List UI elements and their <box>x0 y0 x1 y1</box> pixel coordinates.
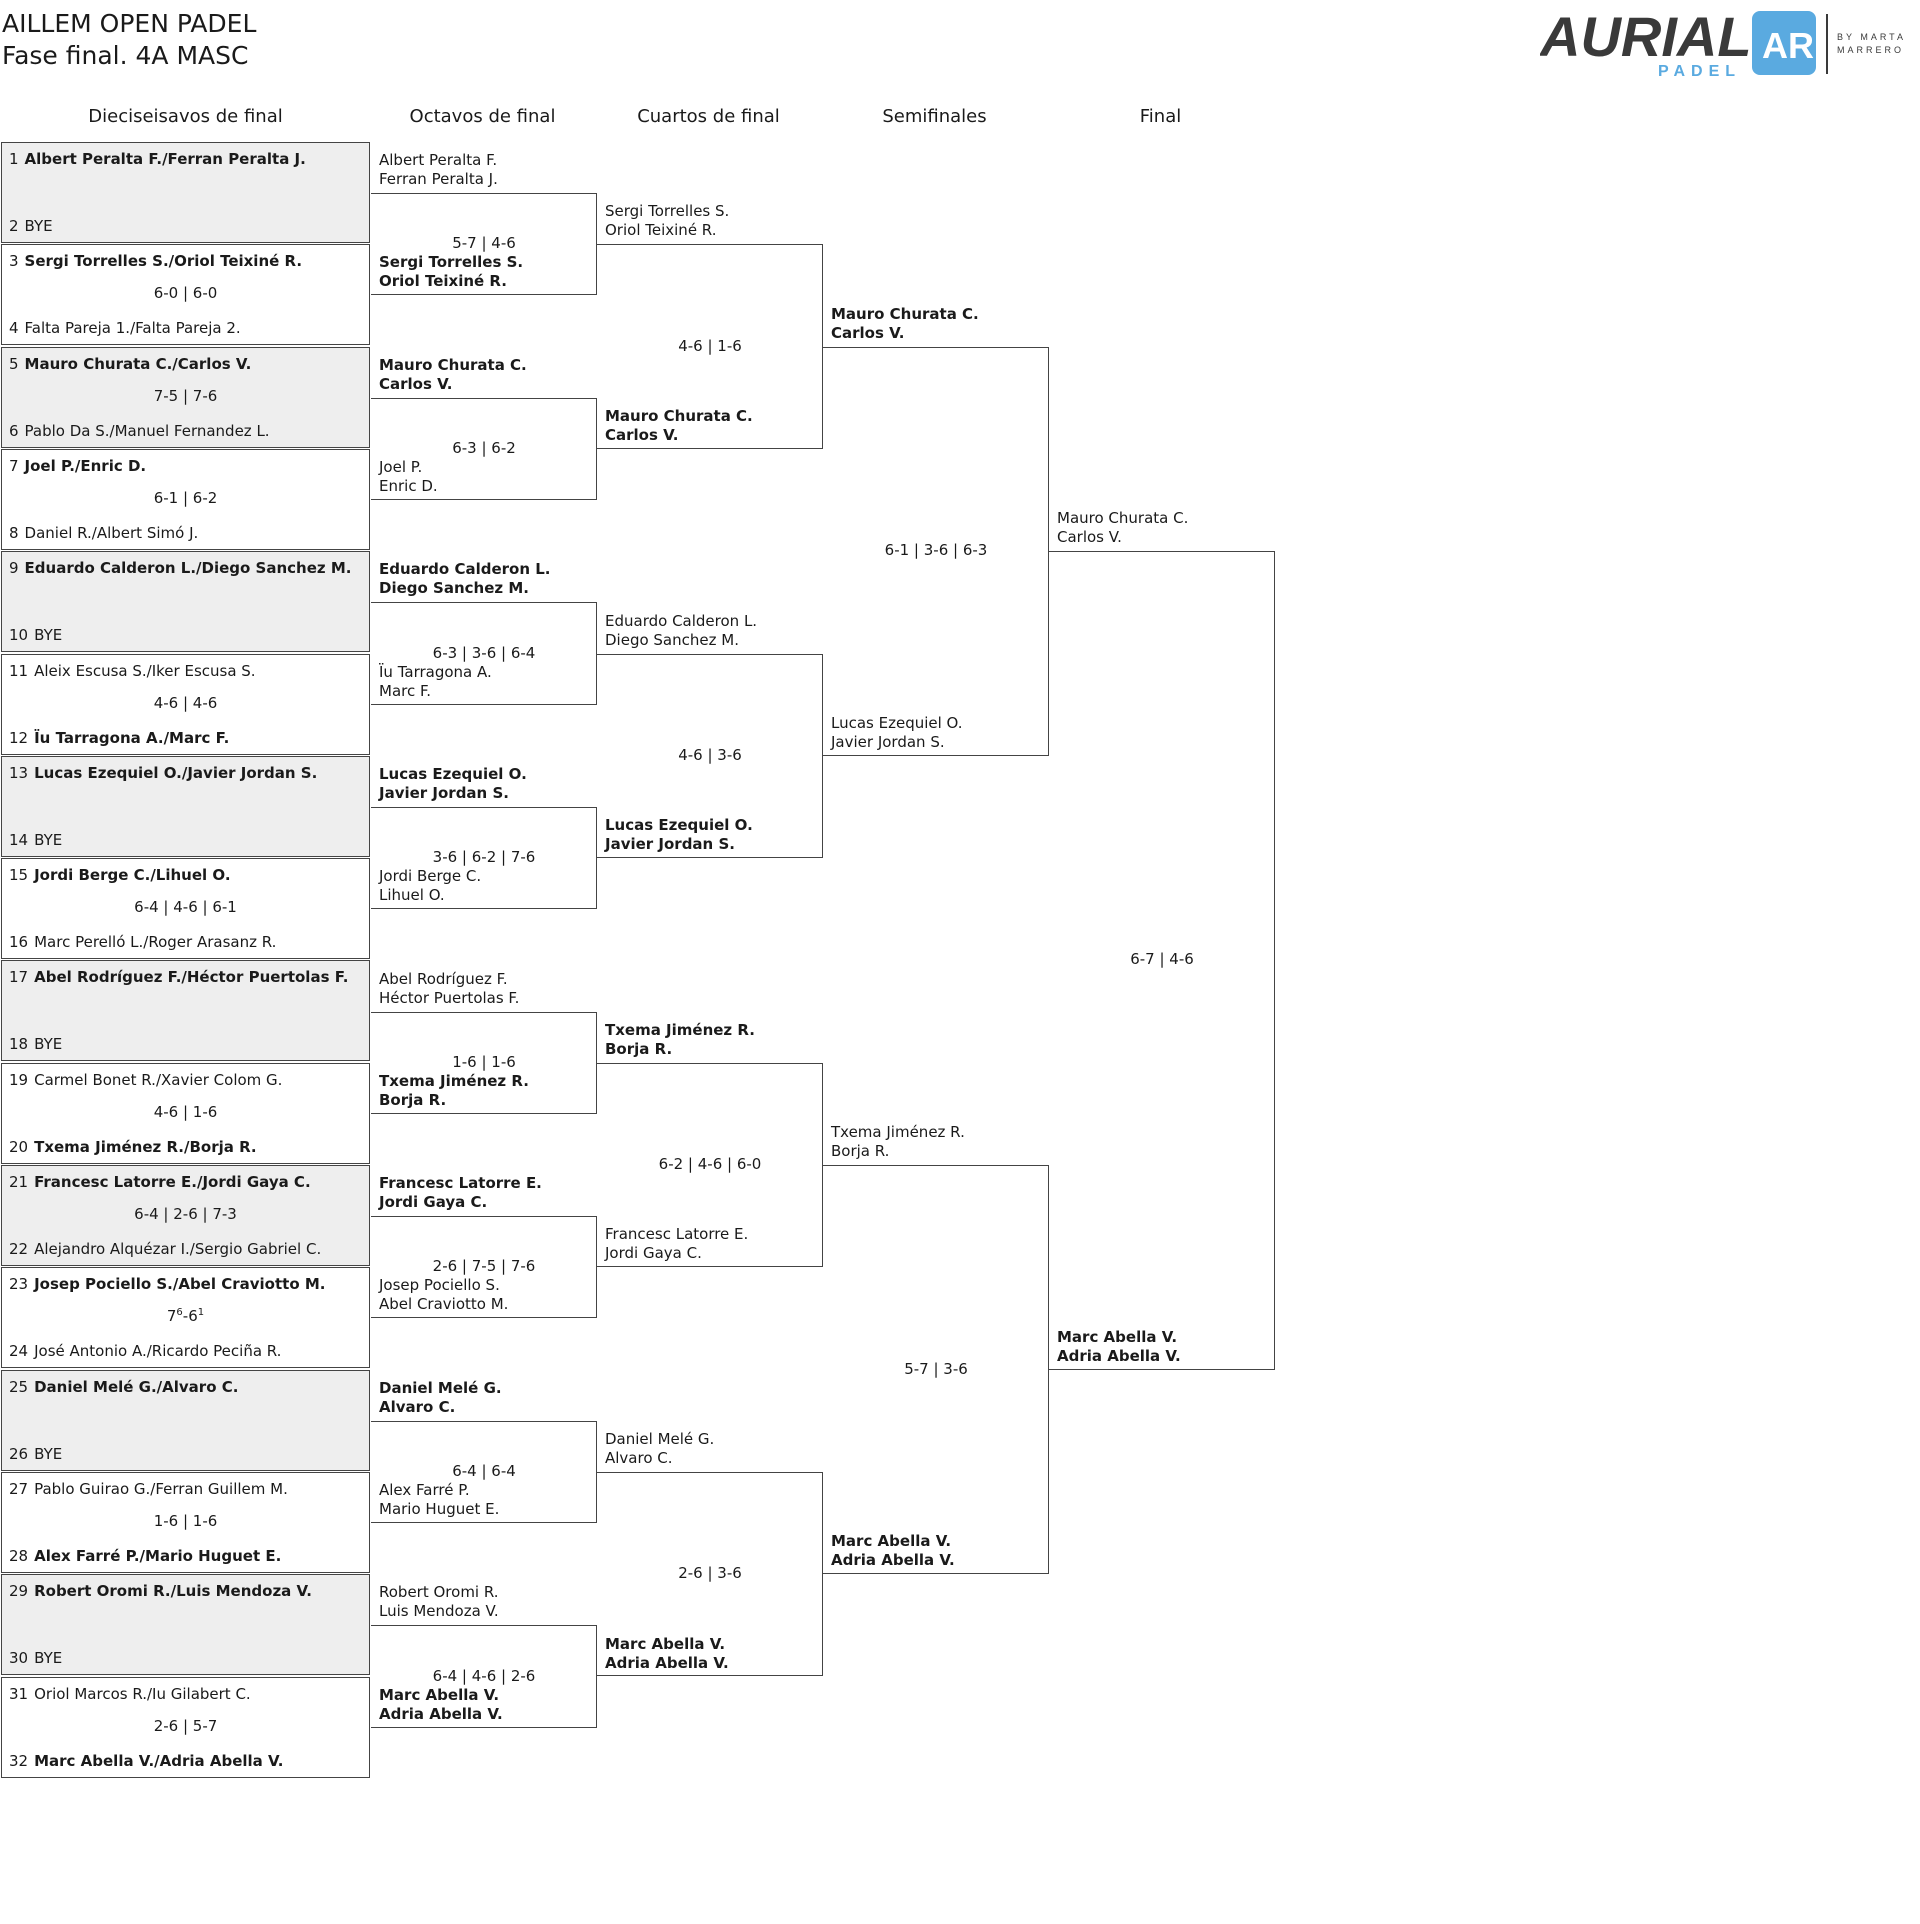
column-header-sf: Semifinales <box>882 106 987 127</box>
qf-team-line1: Francesc Latorre E. <box>605 1225 749 1244</box>
qf-team-line1: Mauro Churata C. <box>605 406 753 425</box>
r16-team-line2: Enric D. <box>379 477 438 496</box>
qf-team-line2: Carlos V. <box>605 425 679 444</box>
r32-match <box>1 1165 370 1266</box>
qf-team-line2: Javier Jordan S. <box>605 835 735 854</box>
r16-team-line1: Abel Rodríguez F. <box>379 969 508 988</box>
seed-number: 24 <box>9 1342 29 1361</box>
r32-team <box>9 764 317 782</box>
qf-team-line2: Oriol Teixiné R. <box>605 221 717 240</box>
r16-team-line1: Josep Pociello S. <box>379 1276 500 1295</box>
r32-match <box>1 244 370 345</box>
r32-match <box>1 347 370 448</box>
r32-team <box>9 1649 62 1667</box>
team-name: Oriol Marcos R./Iu Gilabert C. <box>34 1684 251 1703</box>
r32-team <box>9 866 231 884</box>
team-name: Robert Oromi R./Luis Mendoza V. <box>34 1582 312 1601</box>
r32-team <box>9 252 302 270</box>
sf-team-line2: Carlos V. <box>831 323 905 342</box>
sf-match-score: 6-1 | 3-6 | 6-3 <box>884 541 988 560</box>
qf-match-score: 2-6 | 3-6 <box>678 1564 742 1583</box>
qf-match-score: 6-2 | 4-6 | 6-0 <box>658 1155 762 1173</box>
r16-match-score: 1-6 | 1-6 <box>452 1052 516 1071</box>
seed-number: 29 <box>9 1582 29 1601</box>
r32-match <box>1 960 370 1061</box>
r32-match <box>1 142 370 243</box>
team-name: Josep Pociello S./Abel Craviotto M. <box>34 1275 326 1294</box>
team-name: Falta Pareja 1./Falta Pareja 2. <box>24 319 241 338</box>
seed-number: 27 <box>9 1479 29 1498</box>
r16-match-score: 6-4 | 4-6 | 2-6 <box>432 1666 536 1685</box>
team-name: BYE <box>24 217 53 235</box>
r32-team <box>9 662 256 680</box>
r32-match <box>1 1574 370 1675</box>
r32-team <box>9 1240 321 1258</box>
seed-number: 22 <box>9 1240 29 1258</box>
team-name: Alejandro Alquézar I./Sergio Gabriel C. <box>34 1240 322 1258</box>
r16-team-line2: Borja R. <box>379 1090 447 1109</box>
sf-team-line2: Javier Jordan S. <box>831 732 945 751</box>
logo-sub-text: PADEL <box>1658 63 1742 78</box>
seed-number: 15 <box>9 866 29 885</box>
column-header-r32: Dieciseisavos de final <box>88 106 283 127</box>
r16-team-line1: Eduardo Calderon L. <box>379 560 551 579</box>
match-score: 1-6 | 1-6 <box>153 1511 218 1530</box>
team-name: Joel P./Enric D. <box>24 456 147 475</box>
r16-team-line2: Alvaro C. <box>379 1397 456 1416</box>
team-name: Eduardo Calderon L./Diego Sanchez M. <box>24 559 352 578</box>
r32-match <box>1 1267 370 1368</box>
r32-team <box>9 1445 62 1463</box>
seed-number: 26 <box>9 1444 29 1463</box>
match-score: 6-4 | 4-6 | 6-1 <box>134 898 237 917</box>
seed-number: 8 <box>9 523 19 542</box>
qf-team-line1: Marc Abella V. <box>605 1634 726 1653</box>
team-name: Abel Rodríguez F./Héctor Puertolas F. <box>34 968 349 987</box>
r16-team-line2: Diego Sanchez M. <box>379 579 529 598</box>
r32-team <box>9 626 62 644</box>
seed-number: 11 <box>9 661 29 680</box>
qf-team-line2: Diego Sanchez M. <box>605 630 739 649</box>
team-name: BYE <box>34 830 63 849</box>
r32-team <box>9 1342 281 1360</box>
r32-match <box>1 756 370 857</box>
seed-number: 20 <box>9 1137 29 1156</box>
score-tiebreak: 6 <box>176 1307 183 1319</box>
r32-match <box>1 449 370 550</box>
team-name: Pablo Da S./Manuel Fernandez L. <box>24 421 270 440</box>
match-score <box>2 1307 369 1325</box>
r16-team-line1: Francesc Latorre E. <box>379 1174 542 1193</box>
team-name: Carmel Bonet R./Xavier Colom G. <box>34 1070 283 1089</box>
r32-team <box>9 1378 238 1396</box>
r16-team-line2: Luis Mendoza V. <box>379 1602 499 1621</box>
r32-team <box>9 1035 62 1053</box>
r16-match-score: 5-7 | 4-6 <box>452 234 516 253</box>
team-name: Francesc Latorre E./Jordi Gaya C. <box>34 1173 311 1191</box>
r32-team <box>9 1138 257 1156</box>
r16-team-line1: Sergi Torrelles S. <box>379 253 524 272</box>
r16-team-line1: Mauro Churata C. <box>379 355 527 374</box>
final-team-line1: Mauro Churata C. <box>1057 509 1189 528</box>
r32-match <box>1 1472 370 1573</box>
qf-team-line2: Adria Abella V. <box>605 1653 729 1672</box>
sf-team-line1: Mauro Churata C. <box>831 304 979 323</box>
r32-team <box>9 729 229 747</box>
r16-team-line1: Marc Abella V. <box>379 1685 500 1704</box>
r16-team-line2: Abel Craviotto M. <box>379 1295 509 1314</box>
team-name: Pablo Guirao G./Ferran Guillem M. <box>34 1479 288 1498</box>
team-name: Daniel R./Albert Simó J. <box>24 523 199 542</box>
team-name: Aleix Escusa S./Iker Escusa S. <box>34 661 256 680</box>
r32-team <box>9 559 351 577</box>
column-header-r16: Octavos de final <box>409 106 556 127</box>
match-score: 6-1 | 6-2 <box>153 488 218 507</box>
team-name: BYE <box>34 1444 63 1463</box>
r32-team <box>9 524 198 542</box>
sf-team-line2: Borja R. <box>831 1142 890 1160</box>
r32-team <box>9 1685 251 1703</box>
match-score: 2-6 | 5-7 <box>153 1716 218 1735</box>
sf-team-line2: Adria Abella V. <box>831 1551 955 1570</box>
r32-team <box>9 457 146 475</box>
team-name: Marc Abella V./Adria Abella V. <box>34 1751 284 1770</box>
team-name: Marc Perelló L./Roger Arasanz R. <box>34 933 277 952</box>
r16-team-line2: Mario Huguet E. <box>379 1500 500 1519</box>
r32-team <box>9 422 270 440</box>
r16-team-line1: Lucas Ezequiel O. <box>379 764 527 783</box>
aurial-padel-logo <box>1540 8 1920 78</box>
match-score: 6-4 | 2-6 | 7-3 <box>134 1205 237 1223</box>
seed-number: 23 <box>9 1275 29 1294</box>
r16-team-line2: Jordi Gaya C. <box>379 1193 488 1212</box>
qf-team-line1: Lucas Ezequiel O. <box>605 816 753 835</box>
r32-match <box>1 551 370 652</box>
r16-team-line2: Lihuel O. <box>379 886 445 905</box>
team-name: BYE <box>34 1035 63 1054</box>
seed-number: 17 <box>9 968 29 987</box>
seed-number: 10 <box>9 626 29 645</box>
r16-match-score: 6-3 | 6-2 <box>452 438 516 457</box>
seed-number: 4 <box>9 319 19 338</box>
team-name: Daniel Melé G./Alvaro C. <box>34 1377 239 1396</box>
seed-number: 9 <box>9 559 19 578</box>
r16-team-line1: Jordi Berge C. <box>379 867 482 886</box>
seed-number: 1 <box>9 150 19 168</box>
r32-team <box>9 968 348 986</box>
r32-team <box>9 933 276 951</box>
r32-team <box>9 1582 312 1600</box>
seed-number: 21 <box>9 1173 29 1191</box>
score-part: 7 <box>166 1307 177 1326</box>
r32-team <box>9 831 62 849</box>
r16-team-line1: Joel P. <box>379 458 423 477</box>
r32-team <box>9 217 53 235</box>
seed-number: 3 <box>9 252 19 271</box>
seed-number: 16 <box>9 933 29 952</box>
r32-match <box>1 858 370 959</box>
score-part: -6 <box>182 1307 198 1326</box>
r32-team <box>9 1547 281 1565</box>
seed-number: 32 <box>9 1751 29 1770</box>
seed-number: 19 <box>9 1070 29 1089</box>
seed-number: 31 <box>9 1684 29 1703</box>
seed-number: 14 <box>9 830 29 849</box>
seed-number: 18 <box>9 1035 29 1054</box>
r32-match <box>1 1370 370 1471</box>
r32-team <box>9 150 306 168</box>
r16-match-score: 6-4 | 6-4 <box>452 1461 516 1480</box>
qf-team-line1: Txema Jiménez R. <box>605 1020 755 1039</box>
qf-team-line2: Borja R. <box>605 1039 673 1058</box>
team-name: Mauro Churata C./Carlos V. <box>24 354 252 373</box>
r32-team <box>9 319 241 337</box>
seed-number: 2 <box>9 217 19 235</box>
final-team-line2: Carlos V. <box>1057 528 1122 547</box>
qf-match-score: 4-6 | 3-6 <box>678 745 742 764</box>
seed-number: 5 <box>9 354 19 373</box>
r16-match-score: 2-6 | 7-5 | 7-6 <box>432 1257 536 1276</box>
sf-team-line1: Marc Abella V. <box>831 1532 952 1551</box>
team-name: Sergi Torrelles S./Oriol Teixiné R. <box>24 252 303 271</box>
qf-team-line1: Sergi Torrelles S. <box>605 202 730 221</box>
r16-team-line1: Ïu Tarragona A. <box>379 662 492 681</box>
column-header-final: Final <box>1139 106 1182 127</box>
r32-team <box>9 1752 283 1770</box>
seed-number: 13 <box>9 763 29 782</box>
team-name: BYE <box>34 626 63 645</box>
logo-by-text: BY MARTA <box>1837 32 1907 42</box>
r16-match-score: 6-3 | 3-6 | 6-4 <box>432 643 536 662</box>
logo-badge-text: AR <box>1762 25 1814 66</box>
qf-match-score: 4-6 | 1-6 <box>678 336 742 355</box>
team-name: Alex Farré P./Mario Huguet E. <box>34 1546 282 1565</box>
r32-team <box>9 1173 311 1191</box>
seed-number: 30 <box>9 1649 29 1668</box>
r16-team-line1: Albert Peralta F. <box>379 151 498 170</box>
team-name: Albert Peralta F./Ferran Peralta J. <box>24 150 306 168</box>
r16-team-line1: Daniel Melé G. <box>379 1378 502 1397</box>
logo-by2-text: MARRERO <box>1837 45 1905 55</box>
match-score: 7-5 | 7-6 <box>153 386 218 405</box>
sf-team-line1: Txema Jiménez R. <box>831 1123 965 1141</box>
r32-team <box>9 1480 288 1498</box>
team-name: Lucas Ezequiel O./Javier Jordan S. <box>34 763 318 782</box>
seed-number: 28 <box>9 1546 29 1565</box>
match-score: 4-6 | 4-6 <box>153 693 218 712</box>
r32-team <box>9 1275 325 1293</box>
match-score: 6-0 | 6-0 <box>153 284 218 303</box>
seed-number: 7 <box>9 456 19 475</box>
r32-match <box>1 654 370 755</box>
r16-team-line2: Héctor Puertolas F. <box>379 988 520 1007</box>
tournament-subtitle: Fase final. 4A MASC <box>2 41 249 70</box>
r32-team <box>9 1071 282 1089</box>
team-name: Txema Jiménez R./Borja R. <box>34 1137 257 1156</box>
qf-team-line1: Eduardo Calderon L. <box>605 611 758 630</box>
qf-team-line2: Jordi Gaya C. <box>605 1244 702 1263</box>
r16-team-line2: Ferran Peralta J. <box>379 170 498 189</box>
r16-team-line2: Marc F. <box>379 681 431 700</box>
column-header-qf: Cuartos de final <box>637 106 780 127</box>
final-team-line2: Adria Abella V. <box>1057 1346 1181 1365</box>
r16-team-line2: Javier Jordan S. <box>379 783 509 802</box>
seed-number: 12 <box>9 728 29 747</box>
team-name: Ïu Tarragona A./Marc F. <box>34 728 230 747</box>
score-tiebreak: 1 <box>197 1307 205 1319</box>
r16-match-score: 3-6 | 6-2 | 7-6 <box>432 848 536 867</box>
tournament-title: AILLEM OPEN PADEL <box>2 9 257 38</box>
r16-team-line1: Robert Oromi R. <box>379 1583 499 1602</box>
seed-number: 25 <box>9 1377 29 1396</box>
qf-team-line2: Alvaro C. <box>605 1448 673 1467</box>
seed-number: 6 <box>9 421 19 440</box>
r32-match <box>1 1677 370 1778</box>
sf-match-score: 5-7 | 3-6 <box>904 1359 968 1378</box>
r16-team-line1: Txema Jiménez R. <box>379 1071 529 1090</box>
r16-team-line2: Adria Abella V. <box>379 1704 503 1723</box>
final-team-line1: Marc Abella V. <box>1057 1327 1178 1346</box>
r32-team <box>9 355 251 373</box>
team-name: Jordi Berge C./Lihuel O. <box>34 866 231 885</box>
team-name: José Antonio A./Ricardo Peciña R. <box>34 1342 282 1361</box>
r16-team-line2: Carlos V. <box>379 374 453 393</box>
r16-team-line1: Alex Farré P. <box>379 1481 470 1500</box>
r32-match <box>1 1063 370 1164</box>
team-name: BYE <box>34 1649 63 1668</box>
qf-team-line1: Daniel Melé G. <box>605 1429 715 1448</box>
logo-brand-text: AURIAL <box>1540 8 1752 68</box>
r16-team-line2: Oriol Teixiné R. <box>379 272 507 291</box>
match-score: 4-6 | 1-6 <box>153 1102 218 1121</box>
final-match-score: 6-7 | 4-6 <box>1130 950 1194 969</box>
sf-team-line1: Lucas Ezequiel O. <box>831 713 963 732</box>
